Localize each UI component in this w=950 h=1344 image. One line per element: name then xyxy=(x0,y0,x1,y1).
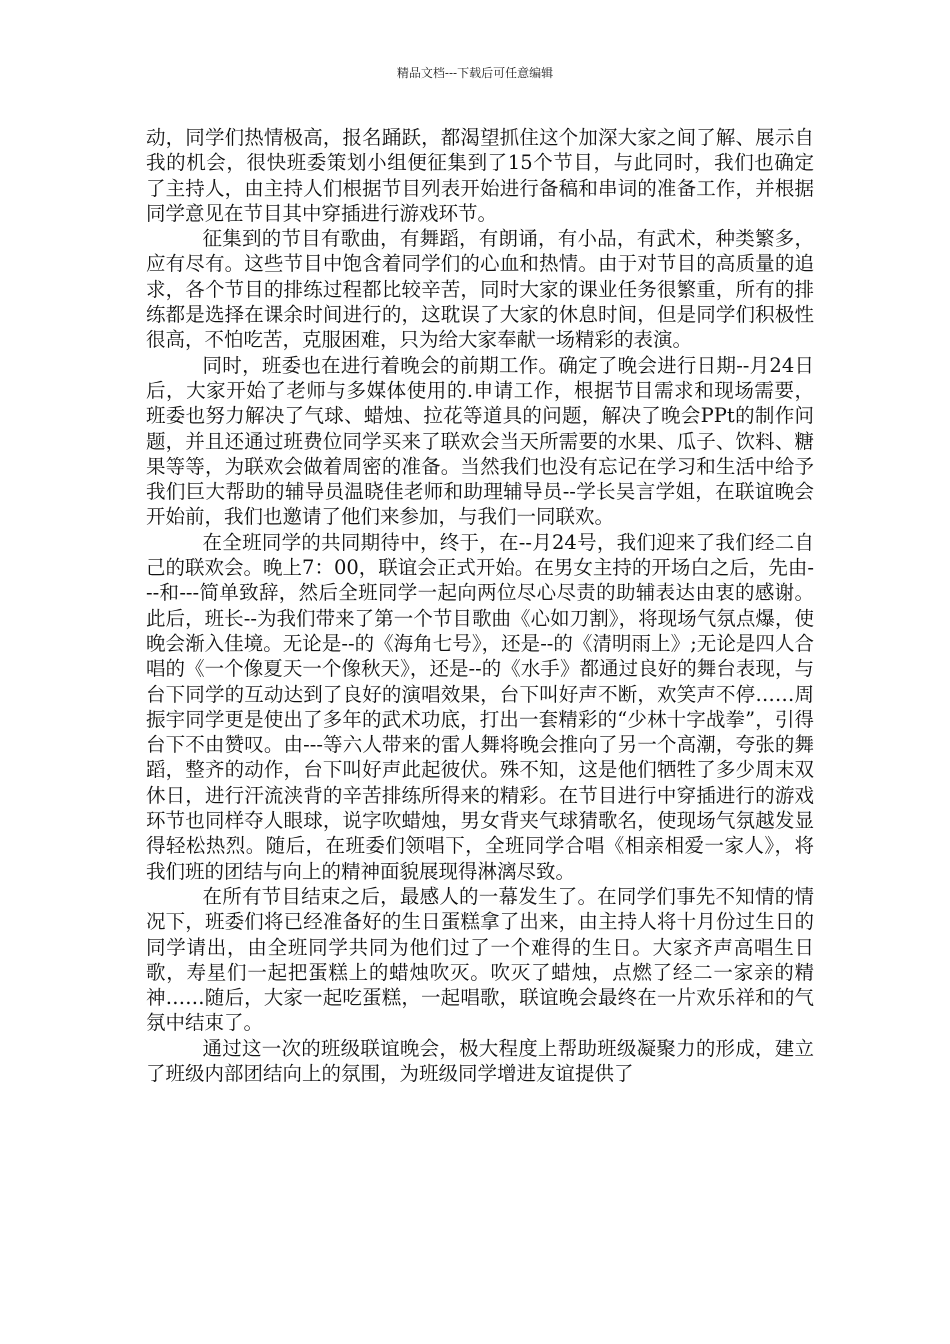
paragraph-birthday: 在所有节目结束之后，最感人的一幕发生了。在同学们事先不知情的情况下，班委们将已经准备好的生日蛋糕拿了出来，由主持人将十月份过生日的同学请出，由全班同学共同为他们过了一个难得的生日。大家齐声高唱生日歌，寿星们一起把蛋糕上的蜡烛吹灭。吹灭了蜡烛，点燃了经二一家亲的精神……随后，大家一起吃蛋糕，一起唱歌，联谊晚会最终在一片欢乐祥和的气氛中结束了。 xyxy=(146,884,814,1035)
paragraph-continuation: 动，同学们热情极高，报名踊跃，都渴望抓住这个加深大家之间了解、展示自我的机会，很快班委策划小组便征集到了15个节目，与此同时，我们也确定了主持人，由主持人们根据节目列表开始进行备稿和串词的准备工作，并根据同学意见在节目其中穿插进行游戏环节。 xyxy=(146,126,814,225)
document-body xyxy=(146,125,814,1086)
paragraph-party: 在全班同学的共同期待中，终于，在--月24号，我们迎来了我们经二自己的联欢会。晚上7：00，联谊会正式开始。在男女主持的开场白之后，先由---和---简单致辞，然后全班同学一起向两位尽心尽责的助辅表达由衷的感谢。此后，班长--为我们带来了第一个节目歌曲《心如刀割》，将现场气氛点爆，使晚会渐入佳境。无论是--的《海角七号》，还是--的《清明雨上》;无论是四人合唱的《一个像夏天一个像秋天》，还是--的《水手》都通过良好的舞台表现，与台下同学的互动达到了良好的演唱效果，台下叫好声不断，欢笑声不停……周振宇同学更是使出了多年的武术功底，打出一套精彩的“少林十字战拳”，引得台下不由赞叹。由---等六人带来的雷人舞将晚会推向了另一个高潮，夸张的舞蹈，整齐的动作，台下叫好声此起彼伏。殊不知，这是他们牺牲了多少周末双休日，进行汗流浃背的辛苦排练所得来的精彩。在节目进行中穿插进行的游戏环节也同样夺人眼球，说字吹蜡烛，男女背夹气球猜歌名，使现场气氛越发显得轻松热烈。随后，在班委们领唱下，全班同学合唱《相亲相爱一家人》，将我们班的团结与向上的精神面貌展现得淋漓尽致。 xyxy=(146,530,814,883)
paragraph-conclusion: 通过这一次的班级联谊晚会，极大程度上帮助班级凝聚力的形成，建立了班级内部团结向上的氛围，为班级同学增进友谊提供了 xyxy=(146,1036,814,1085)
page-header: 精品文档---下载后可任意编辑 xyxy=(396,66,554,80)
paragraph-preparation: 同时，班委也在进行着晚会的前期工作。确定了晚会进行日期--月24日后，大家开始了老师与多媒体使用的.申请工作，根据节目需求和现场需要，班委也努力解决了气球、蜡烛、拉花等道具的问题，解决了晚会PPt的制作问题，并且还通过班费位同学买来了联欢会当天所需要的水果、瓜子、饮料、糖果等等，为联欢会做着周密的准备。当然我们也没有忘记在学习和生活中给予我们巨大帮助的辅导员温晓佳老师和助理辅导员--学长吴言学姐，在联谊晚会开始前，我们也邀请了他们来参加，与我们一同联欢。 xyxy=(146,353,814,529)
paragraph-programs: 征集到的节目有歌曲，有舞蹈，有朗诵，有小品，有武术，种类繁多，应有尽有。这些节目中饱含着同学们的心血和热情。由于对节目的高质量的追求，各个节目的排练过程都比较辛苦，同时大家的课业任务很繁重，所有的排练都是选择在课余时间进行的，这耽误了大家的休息时间，但是同学们积极性很高，不怕吃苦，克服困难，只为给大家奉献一场精彩的表演。 xyxy=(146,227,814,352)
